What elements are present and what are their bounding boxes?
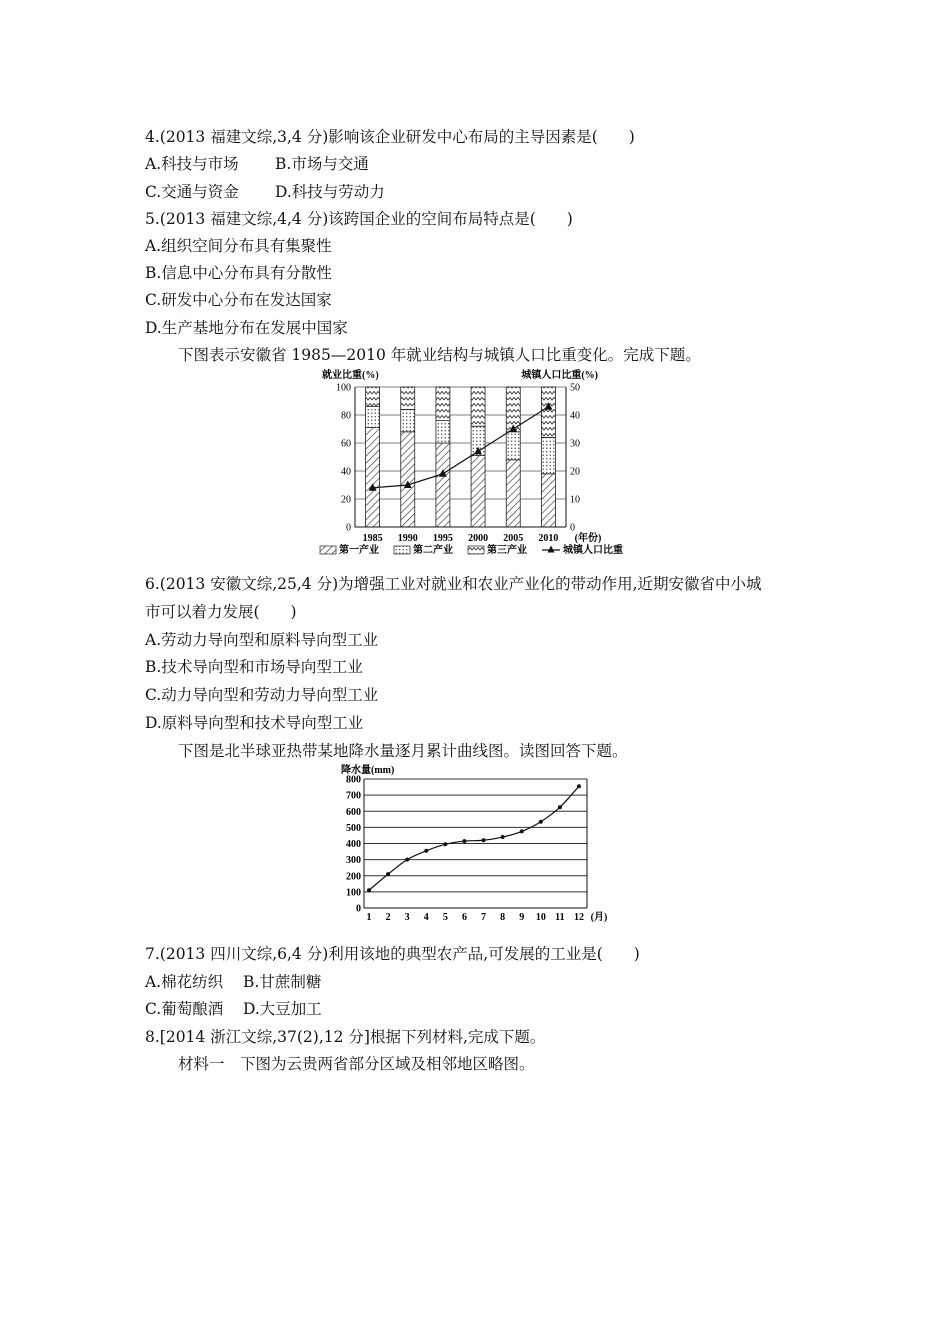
q6-option-a: A.劳动力导向型和原料导向型工业 (145, 631, 379, 649)
q5-option-a: A.组织空间分布具有集聚性 (145, 237, 332, 255)
chart2-ytick: 200 (346, 871, 361, 883)
chart1-bar-segment (436, 387, 450, 421)
chart1-bar-segment (436, 443, 450, 527)
chart2-precip-point (443, 842, 447, 846)
chart1-bar-segment (506, 460, 520, 527)
chart2-xtick: 12 (574, 912, 584, 923)
chart1-bar-segment (541, 387, 555, 437)
chart1-bar-segment (506, 432, 520, 460)
chart2-xlabel: (月) (590, 912, 608, 923)
chart1-y2label: 城镇人口比重(%) (521, 370, 598, 381)
chart2-ytick: 100 (346, 887, 361, 899)
chart1-xlabel: (年份) (574, 533, 602, 544)
intro-anhui-chart: 下图表示安徽省 1985—2010 年就业结构与城镇人口比重变化。完成下题。 (178, 346, 701, 364)
q5-option-b: B.信息中心分布具有分散性 (145, 264, 332, 282)
chart1-bar-segment (401, 409, 415, 431)
chart2-xtick: 2 (385, 912, 391, 923)
chart1-ytick: 20 (341, 494, 351, 506)
chart1-xtick: 1995 (432, 533, 453, 544)
chart1-ytick: 0 (346, 522, 351, 534)
intro-precip-chart: 下图是北半球亚热带某地降水量逐月累计曲线图。读图回答下题。 (178, 742, 628, 760)
q8-stem: 8.[2014 浙江文综,37(2),12 分]根据下列材料,完成下题。 (145, 1028, 546, 1046)
chart2-xtick: 9 (519, 912, 525, 923)
chart1-legend-swatch (320, 546, 336, 554)
chart2-precip-point (558, 805, 562, 809)
chart2-ytick: 600 (346, 806, 361, 818)
chart2-xtick: 6 (461, 912, 467, 923)
chart2-xtick: 4 (423, 912, 429, 923)
chart1-ytick: 60 (341, 438, 351, 450)
q7-option-c: C.葡萄酿酒 (145, 1000, 224, 1018)
chart2-precip-point (462, 839, 466, 843)
chart1-xtick: 2010 (538, 533, 559, 544)
chart2-precip-point (386, 872, 390, 876)
precipitation-chart (336, 762, 636, 924)
chart1-bar-segment (366, 407, 380, 428)
q8-material: 材料一 下图为云贵两省部分区域及相邻地区略图。 (178, 1055, 535, 1073)
chart2-xtick: 5 (442, 912, 448, 923)
chart1-ytick: 100 (336, 382, 351, 394)
chart2-precip-point (424, 849, 428, 853)
chart2-xtick: 8 (500, 912, 506, 923)
chart1-urban-line (373, 407, 549, 488)
q7-stem: 7.(2013 四川文综,6,4 分)利用该地的典型农产品,可发展的工业是( ) (145, 945, 640, 963)
chart1-legend-label: 第二产业 (413, 545, 453, 556)
chart2-xtick: 1 (366, 912, 372, 923)
chart2-precip-curve (369, 786, 579, 890)
chart2-ytick: 0 (356, 903, 361, 915)
q6-option-b: B.技术导向型和市场导向型工业 (145, 658, 363, 676)
q5-stem: 5.(2013 福建文综,4,4 分)该跨国企业的空间布局特点是( ) (145, 210, 573, 228)
chart2-ytick: 700 (346, 790, 361, 802)
chart1-legend-marker (548, 546, 555, 553)
q6-option-d: D.原料导向型和技术导向型工业 (145, 714, 364, 732)
q4-option-d: D.科技与劳动力 (275, 183, 385, 201)
chart2-ytick: 300 (346, 855, 361, 867)
chart1-xtick: 2000 (468, 533, 489, 544)
chart1-legend-swatch (468, 546, 484, 554)
chart2-xtick: 10 (535, 912, 546, 923)
q5-option-d: D.生产基地分布在发展中国家 (145, 319, 348, 337)
chart1-xtick: 2005 (503, 533, 524, 544)
q4-option-b: B.市场与交通 (275, 155, 369, 173)
chart1-bar-segment (541, 474, 555, 527)
chart1-y2tick: 0 (570, 522, 575, 534)
chart1-xtick: 1985 (362, 533, 383, 544)
chart2-precip-point (577, 784, 581, 788)
chart2-xtick: 11 (555, 912, 565, 923)
chart2-ytick: 500 (346, 822, 361, 834)
chart2-xtick: 3 (404, 912, 410, 923)
chart1-legend-label: 城镇人口比重 (563, 545, 623, 556)
chart1-y2tick: 10 (570, 494, 580, 506)
chart2-precip-point (482, 838, 486, 842)
chart1-y2tick: 40 (570, 410, 580, 422)
chart1-bar-segment (436, 421, 450, 443)
chart1-ytick: 80 (341, 410, 351, 422)
chart2-precip-point (520, 829, 524, 833)
q4-option-c: C.交通与资金 (145, 183, 239, 201)
chart2-precip-point (539, 820, 543, 824)
chart2-precip-point (367, 888, 371, 892)
chart1-legend-label: 第一产业 (339, 545, 379, 556)
chart1-y2tick: 30 (570, 438, 580, 450)
chart1-bar-segment (366, 387, 380, 407)
q7-option-d: D.大豆加工 (243, 1000, 322, 1018)
chart2-xtick: 7 (481, 912, 487, 923)
chart1-bar-segment (401, 387, 415, 409)
chart1-legend-label: 第三产业 (487, 545, 527, 556)
chart1-bar-segment (366, 428, 380, 527)
chart2-precip-point (501, 835, 505, 839)
employment-structure-chart (300, 366, 650, 562)
chart2-ytick: 800 (346, 774, 361, 786)
chart1-bar-segment (471, 456, 485, 527)
q6-stem-line1: 6.(2013 安徽文综,25,4 分)为增强工业对就业和农业产业化的带动作用,近期安徽省中小城 (145, 575, 762, 593)
q6-stem-line2: 市可以着力发展( ) (145, 603, 297, 621)
chart1-y2tick: 50 (570, 382, 580, 394)
chart1-bar-segment (401, 432, 415, 527)
chart1-ylabel: 就业比重(%) (322, 370, 379, 381)
chart1-legend-swatch (394, 546, 410, 554)
q4-option-a: A.科技与市场 (145, 155, 239, 173)
chart2-ytick: 400 (346, 839, 361, 850)
chart1-ytick: 40 (341, 466, 351, 478)
chart2-ylabel: 降水量(mm) (341, 765, 395, 776)
chart1-y2tick: 20 (570, 466, 580, 478)
q7-option-b: B.甘蔗制糖 (243, 973, 322, 991)
q6-option-c: C.动力导向型和劳动力导向型工业 (145, 686, 379, 704)
chart1-bar-segment (471, 387, 485, 426)
chart1-xtick: 1990 (397, 533, 418, 544)
q5-option-c: C.研发中心分布在发达国家 (145, 291, 332, 309)
q7-option-a: A.棉花纺织 (145, 973, 224, 991)
chart1-bar-segment (541, 437, 555, 473)
chart2-precip-point (405, 858, 409, 862)
q4-stem: 4.(2013 福建文综,3,4 分)影响该企业研发中心布局的主导因素是( ) (145, 128, 635, 146)
